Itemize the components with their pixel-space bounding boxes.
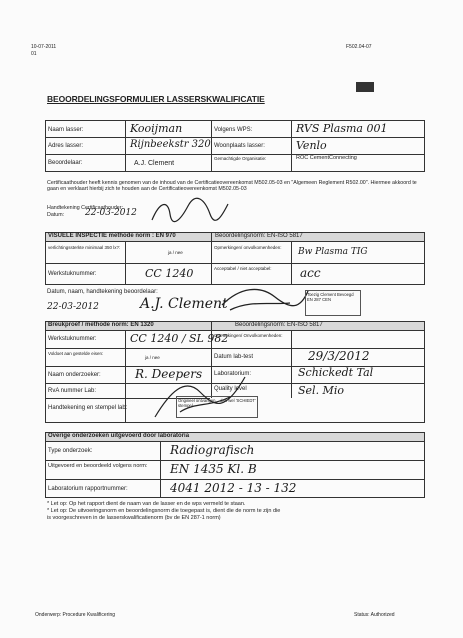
note-1: * Let op: Op het rapport dient de naam van de lasser en de wps vermeld te staan. [47, 501, 246, 507]
header-page: 01 [31, 51, 37, 57]
footer-left: Onderwerp: Procedure Kwalificering [35, 612, 116, 618]
handtekening-label: Handtekening Certificaathouder: [47, 205, 123, 211]
quality-label: Quality level [214, 386, 247, 392]
beoordelaar-value: A.J. Clement [134, 160, 175, 167]
opmerkingen-label: Opmerkingen/ onvolkomenheden: [214, 245, 282, 250]
header-date: 10-07-2011 [31, 44, 57, 50]
breuk-beoordeling: Beoordelingsnorm: EN-ISO 5817 [235, 322, 323, 328]
werkstuk-label: Werkstuknummer: [48, 271, 97, 277]
adres-value: Rijnbeekstr 320 [130, 139, 211, 150]
voldoet-value: ja / nee [145, 355, 160, 360]
acceptabel-value: acc [300, 266, 321, 280]
wps-value: RVS Plasma 001 [296, 122, 388, 135]
beoordelaar-signature: A.J. Clement [140, 296, 228, 312]
rapport-label: Laboratorium rapportnummer: [48, 486, 128, 492]
footer-right: Status: Authorized [354, 612, 395, 618]
woonplaats-value: Venlo [296, 139, 327, 152]
lab-value: Schickedt Tal [298, 366, 374, 379]
lab-label: Laboratorium: [214, 371, 252, 377]
naam-lasser-label: Naam lasser: [48, 127, 84, 133]
lab-stamp: Origineel ontvangen... dan wel 'SCHIEDT' stempel [176, 396, 258, 418]
beoordelaar-stamp: Toezig Clement Bevoegd EN 287 CEN [305, 290, 361, 316]
organisatie-label: Gemachtigde Organisatie: [214, 156, 267, 161]
breuk-werkstuk-label: Werkstuknummer: [48, 336, 97, 342]
woonplaats-label: Woonplaats lasser: [214, 143, 265, 149]
onderzoeker-value: R. Deepers [135, 367, 203, 381]
rapport-value: 4041 2012 - 13 - 132 [170, 481, 297, 495]
datum-test-value: 29/3/2012 [308, 349, 370, 363]
adres-label: Adres lasser: [48, 143, 84, 149]
form-code: F502.04-07 [346, 44, 372, 50]
verlichting-value: ja / nee [168, 250, 183, 255]
certificate-text: Certificaathouder heeft kennis genomen van de inhoud van de Certificatieovereenkomst M502.05-03 en "Algemeen Reglement R502.00". Hiermee akkoord te gaan en verklaart hierbij zich te houden aan de Certificatieovereenkomst M502.05-03 [47, 180, 417, 193]
werkstuk-value: CC 1240 [145, 267, 194, 280]
certificaathouder-signature [150, 196, 230, 226]
type-label: Type onderzoek: [48, 448, 93, 454]
wps-label: Volgens WPS: [214, 127, 253, 133]
overige-header: Overige onderzoeken uitgevoerd door laboratoria [48, 433, 190, 439]
lab-signature [150, 372, 250, 422]
norm-value: EN 1435 Kl. B [170, 462, 257, 476]
opmerkingen-value: Bw Plasma TIG [298, 247, 368, 257]
visuele-beoordeling: Beoordelingsnorm: EN-ISO 5817 [215, 233, 303, 239]
datum-label: Datum: [47, 212, 65, 218]
verlichting-label: verlichtingssterkte minimaal 350 lx?: [48, 245, 121, 250]
beoordelaar-scribble [220, 285, 310, 315]
naam-lasser-value: Kooijman [130, 122, 183, 135]
breuk-werkstuk-value: CC 1240 / SL 982 [130, 332, 229, 345]
logo [356, 82, 374, 92]
acceptabel-label: Acceptabel / niet acceptabel: [214, 266, 272, 271]
type-value: Radiografisch [170, 443, 255, 457]
beoordelaar-label: Beoordelaar: [48, 160, 83, 166]
norm-label: Uitgevoerd en beoordeeld volgens norm: [48, 463, 148, 469]
note-3: is voorgeschreven in de lasserskwalificatienorm (bv de EN 287-1 norm) [47, 515, 221, 521]
visuele-header: VISUELE INSPECTIE methode norm : EN 970 [48, 233, 176, 239]
breuk-header: Breukproef / methode norm: EN 1320 [48, 322, 154, 328]
datum-naam-label: Datum, naam, handtekening beoordelaar: [47, 289, 158, 295]
datum-naam-value: 22-03-2012 [47, 302, 99, 312]
voldoet-label: Voldoet aan gestelde eisen: [48, 351, 104, 356]
breuk-handtekening-label: Handtekening en stempel lab: [48, 405, 128, 411]
datum-test-label: Datum lab-test [214, 354, 254, 360]
quality-value: Sel. Mio [298, 384, 344, 397]
rva-label: RvA nummer Lab: [48, 388, 97, 394]
onderzoeker-label: Naam onderzoeker: [48, 372, 101, 378]
organisatie-value: ROC CementConnecting [296, 155, 357, 161]
page-title: BEOORDELINGSFORMULIER LASSERSKWALIFICATIE [47, 94, 265, 104]
note-2: * Let op: De uitvoeringsnorm en beoordelingsnorm die toegepast is, dient die de norm te zijn die [47, 508, 281, 514]
breuk-opmerkingen-label: Opmerkingen/ Onvolkomenheden: [214, 333, 283, 338]
datum-value: 22-03-2012 [85, 208, 137, 218]
visuele-table [45, 232, 425, 285]
